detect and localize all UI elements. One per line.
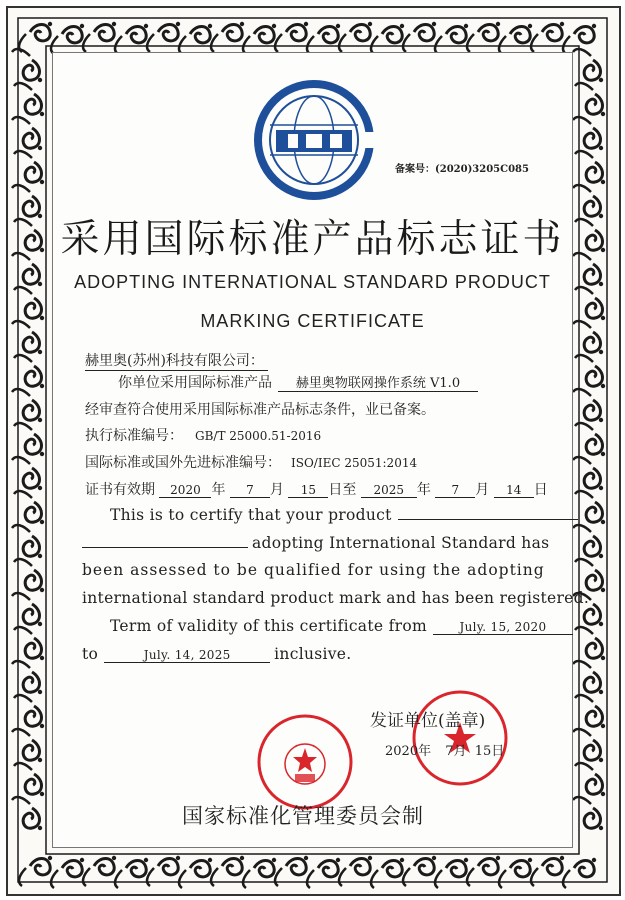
en-product-blank-2: [82, 533, 248, 548]
record-number: 备案号：(2020)3205C085: [395, 164, 529, 175]
approval-line: 经审查符合使用采用国际标准产品标志条件，业已备案。: [85, 402, 435, 418]
exec-standard-value: GB/T 25000.51-2016: [195, 429, 322, 443]
validity-label: 证书有效期: [85, 482, 155, 498]
validity-to: 至: [342, 482, 357, 498]
exec-standard-line: [85, 425, 321, 445]
en-certify-line: [110, 505, 578, 524]
issuer-name: 国家标准化管理委员会制: [182, 804, 424, 828]
issue-month: 7: [445, 744, 454, 759]
en-from-date: July. 15, 2020: [433, 620, 573, 635]
en-certify-text: This is to certify that your product: [110, 506, 392, 524]
title-english-line2: MARKING CERTIFICATE: [200, 311, 425, 331]
validity-end-year: 2025: [361, 483, 417, 498]
title-english-line1: ADOPTING INTERNATIONAL STANDARD PRODUCT: [74, 272, 551, 292]
en-product-blank: [398, 505, 578, 520]
en-term-line: [110, 617, 573, 635]
validity-end-day: 14: [494, 483, 534, 498]
product-name: 赫里奥物联网操作系统 V1.0: [278, 372, 478, 392]
unit-year: 年: [211, 482, 226, 498]
en-inclusive: inclusive.: [274, 645, 352, 663]
issue-year: 2020: [385, 744, 419, 759]
validity-end-month: 7: [435, 483, 475, 498]
en-registered-line: international standard product mark and has been registered.: [82, 589, 590, 607]
csc-logo: [254, 80, 374, 200]
en-adopting-text: adopting International Standard has: [252, 534, 550, 552]
intl-standard-label: 国际标准或国外先进标准编号：: [85, 455, 281, 471]
validity-start-month: 7: [230, 483, 270, 498]
intl-standard-line: [85, 452, 417, 472]
en-to-line: [82, 645, 352, 663]
issuing-unit-label: 发证单位(盖章): [370, 711, 486, 731]
issue-day: 15: [474, 744, 492, 759]
en-adopting-line: [82, 533, 549, 552]
unit-day: 日: [328, 482, 343, 498]
en-to-date: July. 14, 2025: [104, 648, 270, 663]
title-chinese: 采用国际标准产品标志证书: [60, 217, 565, 262]
issue-unit-month: 月: [453, 744, 467, 759]
en-term-text: Term of validity of this certificate from: [110, 617, 427, 635]
en-assessed-line: been assessed to be qualified for using the adopting: [82, 561, 545, 579]
unit-month-end: 月: [475, 482, 490, 498]
left-official-seal: [255, 712, 355, 812]
right-official-seal: [410, 688, 510, 788]
unit-month: 月: [269, 482, 284, 498]
en-to-text: to: [82, 645, 99, 663]
intl-standard-value: ISO/IEC 25051:2014: [291, 456, 418, 470]
product-line-prefix: 你单位采用国际标准产品: [118, 375, 272, 391]
product-line: [118, 372, 478, 392]
issue-date: [385, 740, 504, 759]
exec-standard-label: 执行标准编号：: [85, 428, 183, 444]
company-name: [85, 350, 268, 371]
validity-start-year: 2020: [159, 483, 211, 498]
issue-unit-day: 日: [491, 744, 505, 759]
validity-line: [85, 479, 548, 499]
company-name-text: 赫里奥(苏州)科技有限公司：: [85, 350, 268, 371]
unit-day-end: 日: [533, 482, 548, 498]
validity-start-day: 15: [288, 483, 328, 498]
unit-year-end: 年: [416, 482, 431, 498]
issue-unit-year: 年: [418, 744, 432, 759]
